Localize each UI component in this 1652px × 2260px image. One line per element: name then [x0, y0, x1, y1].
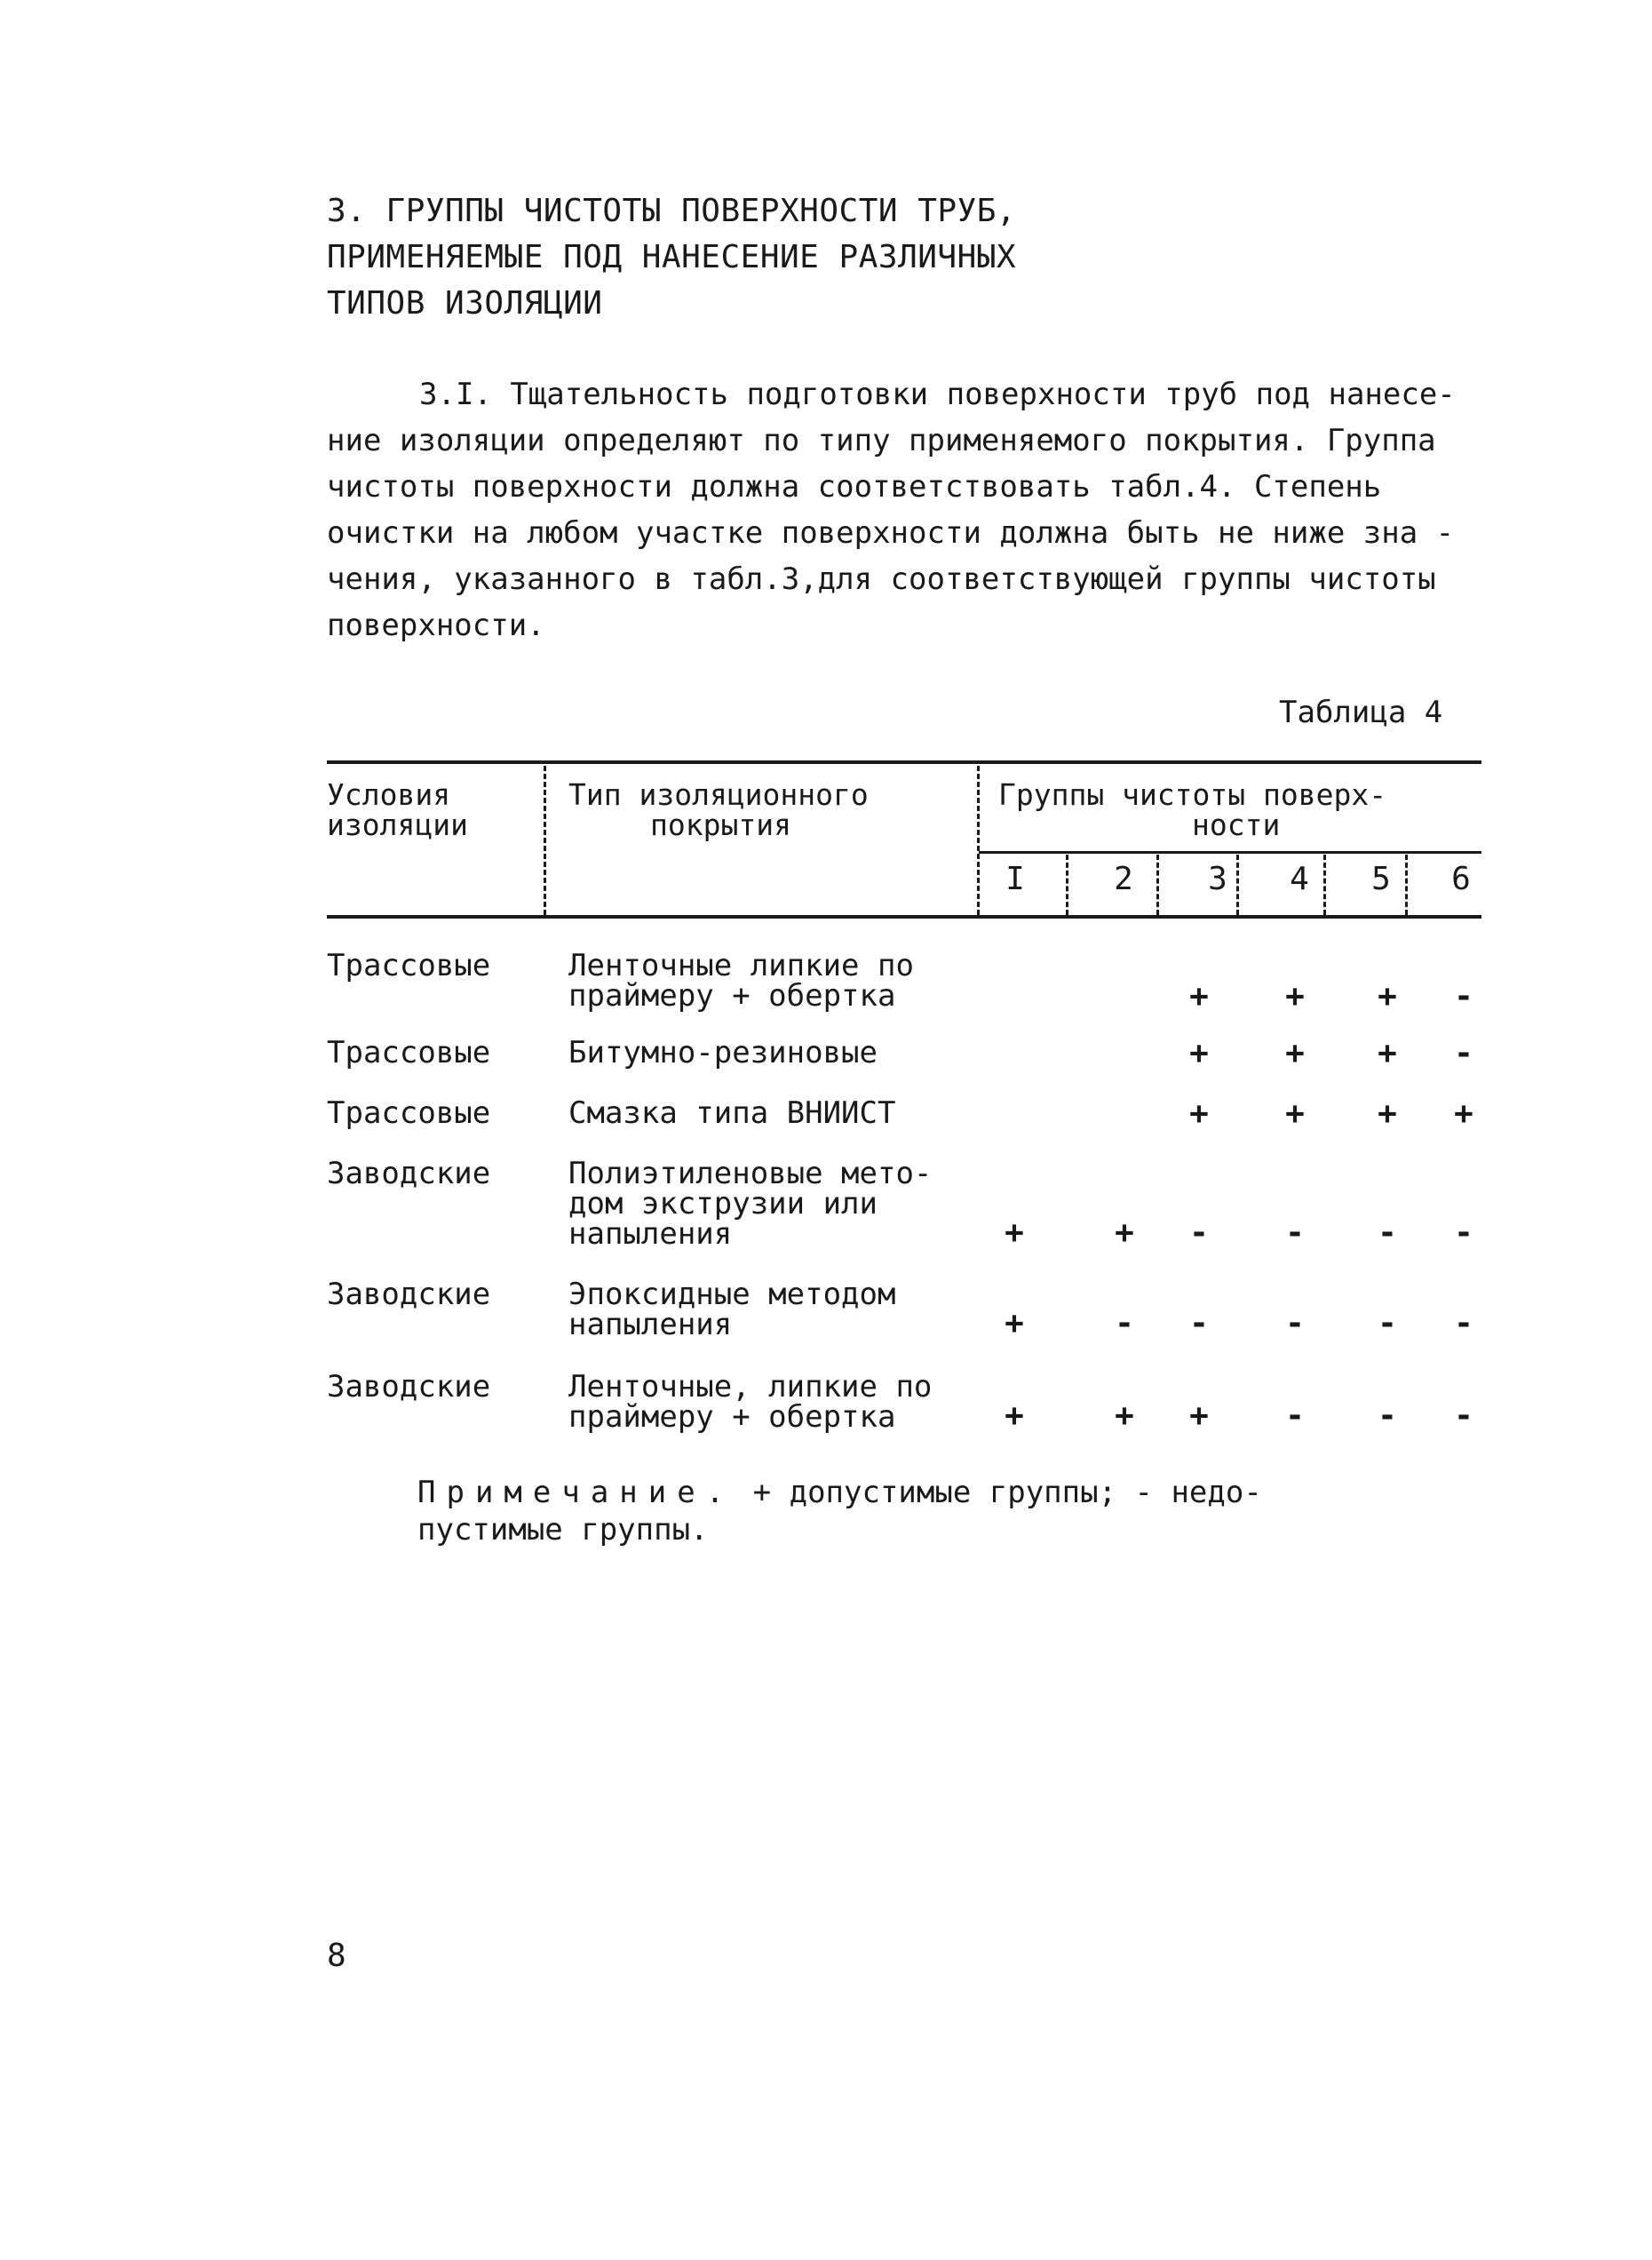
- paragraph-line: чения, указанного в табл.3,для соответствующей группы чистоты: [327, 561, 1436, 597]
- group-number: 5: [1371, 861, 1391, 897]
- row-coating-type: Битумно-резиновые: [568, 1035, 878, 1070]
- group-number: 4: [1290, 861, 1309, 897]
- row-mark: +: [1189, 1095, 1209, 1132]
- row-condition: Заводские: [327, 1277, 491, 1312]
- row-mark: -: [1189, 1214, 1209, 1251]
- row-mark: +: [1115, 1214, 1134, 1251]
- heading-line: ТИПОВ ИЗОЛЯЦИИ: [327, 285, 603, 322]
- groups-subheader-rule: [979, 851, 1481, 854]
- row-condition: Заводские: [327, 1369, 491, 1405]
- heading-line: ПРИМЕНЯЕМЫЕ ПОД НАНЕСЕНИЕ РАЗЛИЧНЫХ: [327, 239, 1017, 275]
- row-condition: Заводские: [327, 1156, 491, 1191]
- row-mark: +: [1378, 1035, 1397, 1071]
- row-mark: -: [1378, 1214, 1397, 1251]
- note-text-continuation: пустимые группы.: [417, 1512, 709, 1548]
- row-coating-type: Полиэтиленовые мето- дом экструзии или напыления: [568, 1156, 933, 1252]
- table-top-rule: [327, 760, 1481, 764]
- row-mark: +: [1189, 1397, 1209, 1434]
- row-coating-type: Смазка типа ВНИИСТ: [568, 1095, 896, 1131]
- row-mark: -: [1378, 1305, 1397, 1341]
- row-mark: +: [1115, 1397, 1134, 1434]
- paragraph-line: чистоты поверхности должна соответствовать табл.4. Степень: [327, 469, 1382, 505]
- row-mark: +: [1378, 1095, 1397, 1132]
- row-mark: -: [1115, 1305, 1134, 1341]
- table-note: [417, 1475, 1262, 1510]
- section-paragraph: [327, 371, 1490, 649]
- section-heading: [327, 188, 1016, 327]
- row-mark: -: [1454, 1305, 1473, 1341]
- header-separator: [544, 766, 546, 915]
- note-text: + допустимые группы; - недо-: [752, 1475, 1262, 1510]
- row-mark: +: [1005, 1214, 1024, 1251]
- row-mark: +: [1285, 1095, 1305, 1132]
- row-mark: -: [1378, 1397, 1397, 1434]
- heading-line: 3. ГРУППЫ ЧИСТОТЫ ПОВЕРХНОСТИ ТРУБ,: [327, 193, 1017, 229]
- row-mark: -: [1189, 1305, 1209, 1341]
- row-coating-type: Ленточные, липкие по праймеру + обертка: [568, 1369, 933, 1435]
- row-mark: +: [1189, 1035, 1209, 1071]
- group-separator: [1066, 855, 1068, 915]
- group-number: 2: [1114, 861, 1133, 897]
- row-mark: -: [1454, 978, 1473, 1015]
- paragraph-line: ние изоляции определяют по типу применяемого покрытия. Группа: [327, 423, 1436, 458]
- paragraph-line: очистки на любом участке поверхности должна быть не ниже зна -: [327, 515, 1455, 551]
- paragraph-line: поверхности.: [327, 608, 545, 643]
- page-number: 8: [327, 1938, 346, 1974]
- row-mark: +: [1005, 1305, 1024, 1341]
- header-conditions: Условия изоляции: [327, 777, 468, 842]
- row-mark: -: [1454, 1035, 1473, 1071]
- row-coating-type: Эпоксидные методом напыления: [568, 1277, 896, 1342]
- row-coating-type: Ленточные липкие по праймеру + обертка: [568, 948, 914, 1014]
- row-condition: Трассовые: [327, 1095, 491, 1131]
- group-number: 6: [1451, 861, 1471, 897]
- row-mark: +: [1454, 1095, 1473, 1132]
- row-mark: -: [1454, 1397, 1473, 1434]
- row-mark: -: [1285, 1397, 1305, 1434]
- header-groups: Группы чистоты поверх- ности: [998, 777, 1387, 842]
- row-mark: -: [1285, 1305, 1305, 1341]
- row-condition: Трассовые: [327, 948, 491, 983]
- row-mark: +: [1285, 978, 1305, 1015]
- group-number: I: [1005, 861, 1025, 897]
- note-label: Примечание.: [417, 1475, 735, 1510]
- header-coating-type: Тип изоляционного покрытия: [568, 777, 869, 842]
- row-mark: -: [1285, 1214, 1305, 1251]
- row-mark: +: [1189, 978, 1209, 1015]
- row-mark: +: [1005, 1397, 1024, 1434]
- group-number: 3: [1208, 861, 1227, 897]
- row-mark: +: [1378, 978, 1397, 1015]
- table-header-bottom-rule: [327, 915, 1481, 919]
- paragraph-line: 3.I. Тщательность подготовки поверхности труб под нанесе-: [419, 377, 1456, 412]
- table-caption: Таблица 4: [1279, 695, 1443, 730]
- row-condition: Трассовые: [327, 1035, 491, 1070]
- row-mark: +: [1285, 1035, 1305, 1071]
- row-mark: -: [1454, 1214, 1473, 1251]
